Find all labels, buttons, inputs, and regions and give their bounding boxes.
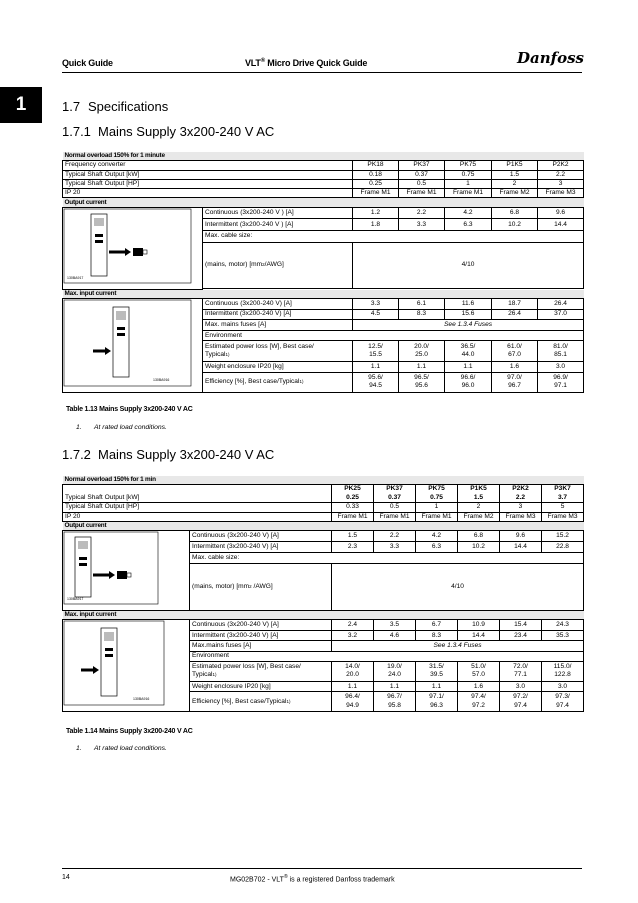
subsection-heading-1: 1.7.1 Mains Supply 3x200-240 V AC: [62, 124, 275, 139]
out-cont-cell: 15.2: [542, 531, 584, 542]
in-int-cell: 23.4: [500, 630, 542, 640]
in-cont-label: Continuous (3x200-240 V) [A]: [203, 299, 353, 310]
model-cell: PK75: [445, 161, 492, 170]
in-int-cell: 35.3: [542, 630, 584, 640]
weight-label: Weight enclosure IP20 [kg]: [203, 361, 353, 372]
header-left-title: Quick Guide: [62, 58, 113, 68]
hp-cell: 0.25: [353, 179, 399, 188]
fuses-label: Max.mains fuses [A]: [190, 641, 332, 651]
out-int-label: Intermittent (3x200-240 V) [A]: [190, 541, 332, 552]
power-loss-cell: 20.0/ 25.0: [399, 341, 445, 362]
in-cont-cell: 26.4: [538, 299, 584, 310]
kw-cell: 0.37: [399, 170, 445, 179]
efficiency-cell: 96.5/ 95.6: [399, 372, 445, 393]
frame-cell: Frame M3: [538, 189, 584, 198]
figure-code: 130BA916: [153, 378, 170, 383]
power-loss-cell: 61.0/ 67.0: [492, 341, 538, 362]
weight-label: Weight enclosure IP20 [kg]: [190, 681, 332, 691]
efficiency-cell: 96.4/ 94.9: [332, 692, 374, 712]
out-cont-cell: 9.6: [500, 531, 542, 542]
subsection-heading-2: 1.7.2 Mains Supply 3x200-240 V AC: [62, 447, 275, 462]
fuses-link[interactable]: See 1.3.4 Fuses: [332, 641, 584, 651]
ip-label: IP 20: [63, 189, 353, 198]
power-loss-cell: 14.0/ 20.0: [332, 661, 374, 681]
hp-cell: 3: [538, 179, 584, 188]
in-cont-label: Continuous (3x200-240 V) [A]: [190, 620, 332, 630]
power-loss-cell: 81.0/ 85.1: [538, 341, 584, 362]
power-loss-cell: 31.5/ 39.5: [416, 661, 458, 681]
figure-code: 130BA917: [67, 275, 84, 280]
footer-trademark: MG02B702 - VLT® is a registered Danfoss trademark: [230, 874, 395, 884]
fuses-link[interactable]: See 1.3.4 Fuses: [353, 320, 584, 331]
efficiency-cell: 97.2/ 97.4: [500, 692, 542, 712]
weight-cell: 1.6: [492, 361, 538, 372]
frame-cell: Frame M1: [416, 512, 458, 521]
logo-text: Danfoss: [517, 49, 584, 67]
in-int-cell: 14.4: [458, 630, 500, 640]
input-drive-diagram: [63, 299, 203, 393]
kw-label: Typical Shaft Output [kW]: [63, 485, 332, 503]
input-current-heading: Max. input current: [63, 611, 584, 620]
model-kw-cell: P2K2 2.2: [500, 485, 542, 503]
in-int-cell: 4.6: [374, 630, 416, 640]
out-int-cell: 1.8: [353, 219, 399, 231]
out-int-cell: 10.2: [492, 219, 538, 231]
model-cell: P1K5: [492, 161, 538, 170]
in-int-cell: 8.3: [399, 309, 445, 320]
power-loss-cell: 51.0/ 57.0: [458, 661, 500, 681]
danfoss-logo: [515, 47, 585, 69]
ip-label: IP 20: [63, 512, 332, 521]
in-cont-cell: 6.1: [399, 299, 445, 310]
environment-label: Environment: [203, 330, 584, 341]
out-cont-cell: 6.8: [458, 531, 500, 542]
model-kw-cell: PK25 0.25: [332, 485, 374, 503]
kw-cell: 0.75: [445, 170, 492, 179]
in-int-cell: 4.5: [353, 309, 399, 320]
power-loss-cell: 115.0/ 122.8: [542, 661, 584, 681]
out-cont-cell: 6.8: [492, 207, 538, 219]
in-int-label: Intermittent (3x200-240 V) [A]: [190, 630, 332, 640]
in-cont-cell: 15.4: [500, 620, 542, 630]
power-loss-cell: 12.5/ 15.5: [353, 341, 399, 362]
in-cont-cell: 11.6: [445, 299, 492, 310]
model-kw-cell: PK75 0.75: [416, 485, 458, 503]
spec-table-1: [62, 152, 584, 393]
weight-cell: 1.1: [332, 681, 374, 691]
power-loss-cell: 36.5/ 44.0: [445, 341, 492, 362]
efficiency-cell: 96.6/ 96.0: [445, 372, 492, 393]
input-drive-diagram: [63, 620, 190, 712]
cable-label: Max. cable size:: [190, 552, 584, 563]
output-current-heading: Output current: [63, 198, 584, 207]
hp-label: Typical Shaft Output [HP]: [63, 179, 353, 188]
header-rule: [62, 72, 582, 73]
efficiency-cell: 96.9/ 97.1: [538, 372, 584, 393]
model-cell: PK37: [399, 161, 445, 170]
model-cell: P2K2: [538, 161, 584, 170]
in-cont-cell: 18.7: [492, 299, 538, 310]
power-loss-label: Estimated power loss [W], Best case/ Typical$^{1)}$: [190, 661, 332, 681]
out-cont-cell: 9.6: [538, 207, 584, 219]
kw-cell: 0.18: [353, 170, 399, 179]
fuses-label: Max. mains fuses [A]: [203, 320, 353, 331]
hp-cell: 1: [416, 503, 458, 512]
footnote-1: 1. At rated load conditions.: [76, 424, 167, 431]
mains-motor-label: (mains, motor) $[mm^2/AWG]$: [203, 242, 353, 288]
efficiency-label: Efficiency [%], Best case/Typical$^{1)}$: [190, 692, 332, 712]
freq-conv-label: Frequency converter: [63, 161, 353, 170]
out-cont-cell: 2.2: [374, 531, 416, 542]
out-cont-cell: 1.5: [332, 531, 374, 542]
in-cont-cell: 24.3: [542, 620, 584, 630]
kw-label: Typical Shaft Output [kW]: [63, 170, 353, 179]
out-cont-cell: 1.2: [353, 207, 399, 219]
out-int-cell: 6.3: [445, 219, 492, 231]
chapter-tab: 1: [0, 87, 42, 123]
frame-cell: Frame M1: [374, 512, 416, 521]
hp-cell: 5: [542, 503, 584, 512]
in-int-cell: 3.2: [332, 630, 374, 640]
hp-cell: 0.33: [332, 503, 374, 512]
table-caption-1: Table 1.13 Mains Supply 3x200-240 V AC: [66, 406, 193, 413]
drive-output-illustration: [63, 531, 186, 607]
efficiency-label: Efficiency [%], Best case/Typical$^{1)}$: [203, 372, 353, 393]
out-int-cell: 3.3: [374, 541, 416, 552]
power-loss-cell: 19.0/ 24.0: [374, 661, 416, 681]
weight-cell: 1.6: [458, 681, 500, 691]
in-int-cell: 15.6: [445, 309, 492, 320]
hp-cell: 2: [458, 503, 500, 512]
table-caption-2: Table 1.14 Mains Supply 3x200-240 V AC: [66, 728, 193, 735]
model-cell: PK18: [353, 161, 399, 170]
model-kw-cell: P3K7 3.7: [542, 485, 584, 503]
frame-cell: Frame M1: [353, 189, 399, 198]
footer-rule: [62, 868, 582, 869]
power-loss-cell: 72.0/ 77.1: [500, 661, 542, 681]
spec-table-2: [62, 476, 584, 712]
frame-cell: Frame M3: [542, 512, 584, 521]
weight-cell: 1.1: [445, 361, 492, 372]
drive-input-illustration: [63, 299, 199, 389]
page-number: 14: [62, 874, 70, 881]
out-int-cell: 14.4: [500, 541, 542, 552]
efficiency-cell: 97.0/ 96.7: [492, 372, 538, 393]
output-drive-diagram: [63, 531, 190, 611]
kw-cell: 2.2: [538, 170, 584, 179]
in-int-cell: 8.3: [416, 630, 458, 640]
frame-cell: Frame M3: [500, 512, 542, 521]
in-cont-cell: 10.9: [458, 620, 500, 630]
efficiency-cell: 96.7/ 95.8: [374, 692, 416, 712]
out-int-label: Intermittent (3x200-240 V ) [A]: [203, 219, 353, 231]
figure-code: 130BA917: [67, 597, 84, 602]
output-current-heading: Output current: [63, 521, 584, 530]
hp-cell: 3: [500, 503, 542, 512]
weight-cell: 3.0: [500, 681, 542, 691]
weight-cell: 3.0: [542, 681, 584, 691]
hp-cell: 0.5: [374, 503, 416, 512]
power-loss-label: Estimated power loss [W], Best case/ Typical$^{1)}$: [203, 341, 353, 362]
header-doc-title: VLT® Micro Drive Quick Guide: [245, 58, 368, 68]
in-cont-cell: 3.5: [374, 620, 416, 630]
out-cont-label: Continuous (3x200-240 V) [A]: [190, 531, 332, 542]
out-int-cell: 3.3: [399, 219, 445, 231]
overload-heading: Normal overload 150% for 1 min: [63, 476, 584, 485]
weight-cell: 3.0: [538, 361, 584, 372]
out-int-cell: 2.3: [332, 541, 374, 552]
out-cont-cell: 4.2: [416, 531, 458, 542]
in-cont-cell: 3.3: [353, 299, 399, 310]
model-kw-cell: PK37 0.37: [374, 485, 416, 503]
footnote-2: 1. At rated load conditions.: [76, 745, 167, 752]
input-current-heading: Max. input current: [63, 289, 584, 298]
out-int-cell: 22.8: [542, 541, 584, 552]
efficiency-cell: 97.4/ 97.2: [458, 692, 500, 712]
out-cont-cell: 2.2: [399, 207, 445, 219]
frame-cell: Frame M1: [399, 189, 445, 198]
hp-label: Typical Shaft Output [HP]: [63, 503, 332, 512]
weight-cell: 1.1: [399, 361, 445, 372]
out-cont-label: Continuous (3x200-240 V ) [A]: [203, 207, 353, 219]
hp-cell: 2: [492, 179, 538, 188]
figure-code: 130BA916: [133, 697, 150, 702]
weight-cell: 1.1: [416, 681, 458, 691]
environment-label: Environment: [190, 651, 584, 661]
efficiency-cell: 97.1/ 96.3: [416, 692, 458, 712]
weight-cell: 1.1: [353, 361, 399, 372]
kw-cell: 1.5: [492, 170, 538, 179]
overload-heading: Normal overload 150% for 1 minute: [63, 152, 584, 161]
output-drive-diagram: [63, 207, 203, 289]
frame-cell: Frame M2: [458, 512, 500, 521]
weight-cell: 1.1: [374, 681, 416, 691]
in-int-label: Intermittent (3x200-240 V) [A]: [203, 309, 353, 320]
efficiency-cell: 95.6/ 94.5: [353, 372, 399, 393]
drive-input-illustration: [63, 620, 186, 708]
hp-cell: 0.5: [399, 179, 445, 188]
in-cont-cell: 6.7: [416, 620, 458, 630]
frame-cell: Frame M1: [445, 189, 492, 198]
cable-value: 4/10: [332, 563, 584, 611]
in-int-cell: 37.0: [538, 309, 584, 320]
efficiency-cell: 97.3/ 97.4: [542, 692, 584, 712]
section-heading: 1.7 Specifications: [62, 99, 169, 114]
in-cont-cell: 2.4: [332, 620, 374, 630]
out-int-cell: 6.3: [416, 541, 458, 552]
cable-value: 4/10: [353, 242, 584, 288]
out-cont-cell: 4.2: [445, 207, 492, 219]
frame-cell: Frame M1: [332, 512, 374, 521]
cable-label: Max. cable size:: [203, 231, 584, 243]
hp-cell: 1: [445, 179, 492, 188]
model-kw-cell: P1K5 1.5: [458, 485, 500, 503]
frame-cell: Frame M2: [492, 189, 538, 198]
drive-output-illustration: [63, 208, 199, 286]
mains-motor-label: (mains, motor) [$mm^2$ /AWG]: [190, 563, 332, 611]
in-int-cell: 26.4: [492, 309, 538, 320]
out-int-cell: 14.4: [538, 219, 584, 231]
out-int-cell: 10.2: [458, 541, 500, 552]
